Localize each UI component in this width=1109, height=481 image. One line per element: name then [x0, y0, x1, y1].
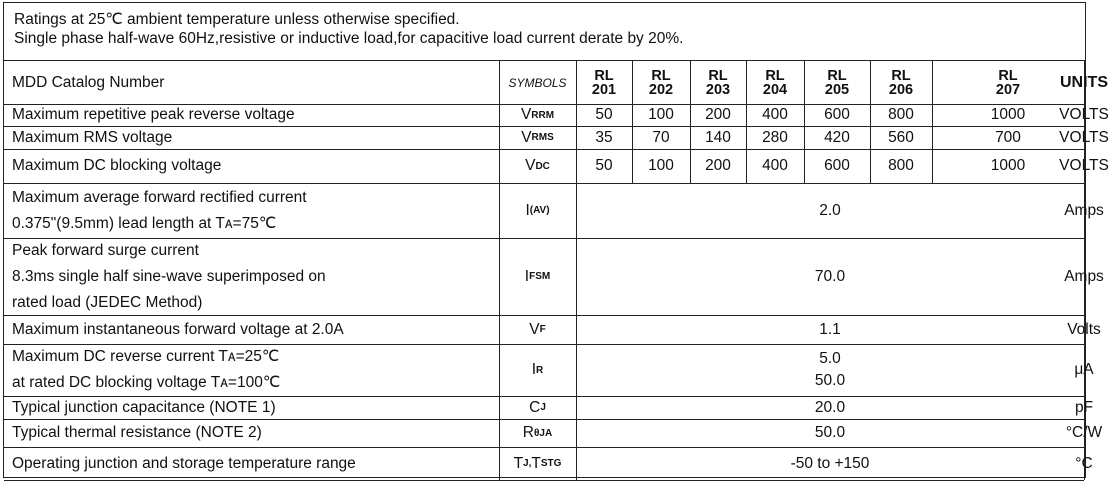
- rating-value: 70: [652, 128, 670, 146]
- description-line: Maximum DC reverse current Tᴀ=25℃: [12, 348, 280, 365]
- catalog-number-header: [4, 61, 499, 104]
- part-prefix: RL: [998, 67, 1018, 84]
- description-line: Maximum repetitive peak reverse voltage: [12, 106, 295, 123]
- rating-value: 2.0: [819, 201, 841, 219]
- symbol-subscript: (AV): [529, 205, 550, 216]
- part-suffix: 202: [648, 81, 674, 98]
- parameter-description: [4, 149, 499, 183]
- symbols-header: SYMBOLS: [508, 75, 567, 90]
- column-divider: [576, 61, 577, 480]
- part-suffix: 207: [995, 81, 1021, 98]
- parameter-symbol: [499, 238, 576, 315]
- symbol-letter: V: [521, 128, 532, 146]
- symbol-subscript: F: [539, 324, 546, 335]
- ratings-grid: MDD Catalog Number SYMBOLS RL 201 RL 202 RL 203 RL 204 RL 205 RL 206 RL 207 UNITS Maximum repetitive peak reverse voltage V RRM 50 100 200 400 600 800 1000 VOLTS Maximum RMS voltage V RMS 35 70 140 280 420 560 700 VOLTS Maximum DC blocking voltage V DC 50 100 200 400 600 800 1000 VOLTS Maximum average forward rectified current 0.375"(9.5mm) lead length at Tᴀ=75℃ I (AV) 2.0 Amps Peak forward surge current 8.3ms single half sine-wave superimposed on rated load (JEDEC Method) I FSM 70.0 Amps Maximum instantaneous forward voltage at 2.0A V F 1.1 Volts Maximum DC reverse current Tᴀ=25℃ at rated DC blocking voltage Tᴀ=100℃ I R 5.0 50.0 μA Typical junction capacitance (NOTE 1) C J 20.0 pF Typical thermal resistance (NOTE 2) R θJA 50.0 °C/W Operating junction and storage temperature range T J, T STG -50 to +150 °C: [4, 60, 1085, 477]
- part-number-header: [632, 61, 690, 104]
- column-divider: [870, 61, 871, 183]
- column-divider: [1084, 61, 1085, 480]
- symbol-subscript: STG: [540, 458, 562, 469]
- rating-value: 400: [762, 157, 788, 174]
- parameter-symbol: [499, 183, 576, 238]
- row-divider: [4, 396, 1084, 397]
- note-line-2: Single phase half-wave 60Hz,resistive or inductive load,for capacitive load current derate by 20%.: [14, 30, 684, 47]
- description-line: 0.375"(9.5mm) lead length at Tᴀ=75℃: [12, 214, 277, 232]
- rating-value: 1.1: [819, 320, 841, 338]
- symbol-letter: I: [525, 201, 530, 219]
- rating-value: 20.0: [814, 398, 846, 416]
- symbol-letter: R: [522, 424, 534, 441]
- rating-value: 420: [824, 128, 850, 146]
- rating-value: 600: [824, 106, 850, 123]
- parameter-description: [4, 183, 499, 238]
- ratings-table-frame: [3, 2, 1109, 478]
- part-number-header: [870, 61, 932, 104]
- rating-value: 200: [705, 106, 731, 123]
- rating-value: 1000: [990, 106, 1026, 123]
- parameter-description: [4, 344, 499, 396]
- parameter-symbol: [499, 149, 576, 183]
- description-line: at rated DC blocking voltage Tᴀ=100℃: [12, 374, 281, 391]
- rating-value: 50: [595, 106, 613, 123]
- symbol-subscript: FSM: [529, 271, 551, 282]
- symbol-letter: I: [524, 267, 530, 285]
- rating-value-line: 50.0: [814, 372, 846, 389]
- symbol-letter: C: [529, 398, 541, 416]
- column-divider: [690, 61, 691, 183]
- parameter-symbol: [499, 419, 576, 447]
- rating-value: 280: [762, 128, 788, 146]
- parameter-description: [4, 104, 499, 126]
- note-line-1: Ratings at 25℃ ambient temperature unless otherwise specified.: [14, 11, 460, 28]
- row-divider: [4, 419, 1084, 420]
- symbol-subscript: R: [536, 364, 544, 376]
- part-prefix: RL: [651, 67, 671, 84]
- symbol-letter: V: [520, 106, 532, 123]
- symbol-subscript: θJA: [534, 427, 553, 439]
- rating-value: 70.0: [814, 267, 846, 285]
- row-divider: [4, 315, 1084, 316]
- parameter-description: [4, 238, 499, 315]
- description-line: Maximum average forward rectified current: [12, 188, 307, 206]
- part-prefix: RL: [827, 67, 847, 84]
- rating-value: 400: [762, 106, 788, 123]
- symbol-subscript: J: [540, 402, 546, 413]
- row-divider: [4, 183, 1084, 184]
- part-prefix: RL: [891, 67, 911, 84]
- part-suffix: 206: [888, 81, 914, 98]
- parameter-symbol: [499, 447, 576, 480]
- column-divider: [499, 61, 500, 480]
- rating-value: -50 to +150: [790, 454, 870, 472]
- parameter-symbol: [499, 104, 576, 126]
- rating-value: 600: [824, 157, 850, 174]
- parameter-description: [4, 126, 499, 149]
- symbol-letter: I: [531, 361, 537, 378]
- part-suffix: 203: [705, 81, 731, 98]
- part-prefix: RL: [708, 67, 728, 84]
- rating-value-line: 5.0: [819, 350, 841, 367]
- part-suffix: 205: [824, 81, 850, 98]
- rating-value: 35: [595, 128, 613, 146]
- rating-value: 800: [888, 106, 914, 123]
- rating-value: 200: [705, 157, 731, 174]
- row-divider: [4, 104, 1084, 105]
- row-divider: [4, 447, 1084, 448]
- part-prefix: RL: [594, 67, 614, 84]
- rating-value: 700: [995, 128, 1021, 146]
- ratings-notes: [14, 10, 683, 48]
- column-divider: [932, 61, 933, 183]
- parameter-description: [4, 396, 499, 419]
- part-suffix: 204: [762, 81, 788, 98]
- rating-value: 560: [888, 128, 914, 146]
- description-line: Typical junction capacitance (NOTE 1): [12, 398, 276, 416]
- symbol-letter: V: [525, 157, 536, 174]
- rating-value: 50.0: [814, 424, 846, 441]
- column-divider: [632, 61, 633, 183]
- column-divider: [804, 61, 805, 183]
- parameter-description: [4, 447, 499, 480]
- catalog-number-label: MDD Catalog Number: [12, 73, 165, 91]
- symbol-subscript: DC: [535, 160, 550, 172]
- rating-value: 1000: [990, 157, 1026, 174]
- parameter-symbol: [499, 126, 576, 149]
- row-divider: [4, 126, 1084, 127]
- column-divider: [746, 61, 747, 183]
- part-number-header: [746, 61, 804, 104]
- parameter-description: [4, 315, 499, 344]
- symbol-subscript: RRM: [531, 109, 555, 121]
- symbol-subscript: J,: [523, 458, 532, 469]
- rating-value: 140: [705, 128, 731, 146]
- part-number-header: [690, 61, 746, 104]
- rating-value: 50: [595, 157, 613, 174]
- description-line: Maximum instantaneous forward voltage at 2.0A: [12, 320, 344, 338]
- symbol-subscript: RMS: [531, 132, 554, 143]
- part-suffix: 201: [591, 81, 617, 98]
- rating-value: 100: [648, 106, 674, 123]
- parameter-symbol: [499, 344, 576, 396]
- symbol-letter: T: [531, 454, 541, 472]
- parameter-symbol: [499, 396, 576, 419]
- rating-value: 800: [888, 157, 914, 174]
- part-prefix: RL: [765, 67, 785, 84]
- part-number-header: [576, 61, 632, 104]
- description-line: Maximum DC blocking voltage: [12, 157, 222, 174]
- row-divider: [4, 149, 1084, 150]
- rating-value: [576, 344, 1084, 396]
- parameter-description: [4, 419, 499, 447]
- symbol-letter: V: [529, 320, 540, 338]
- rating-value: 100: [648, 157, 674, 174]
- description-line: Typical thermal resistance (NOTE 2): [12, 424, 262, 441]
- symbol-letter: T: [513, 454, 524, 472]
- row-divider: [4, 238, 1084, 239]
- description-line: 8.3ms single half sine-wave superimposed on: [12, 267, 326, 285]
- description-line: Operating junction and storage temperature range: [12, 454, 356, 472]
- parameter-symbol: [499, 315, 576, 344]
- description-line: Maximum RMS voltage: [12, 128, 173, 146]
- description-line: Peak forward surge current: [12, 241, 199, 259]
- row-divider: [4, 344, 1084, 345]
- description-line: rated load (JEDEC Method): [12, 293, 203, 311]
- part-number-header: [804, 61, 870, 104]
